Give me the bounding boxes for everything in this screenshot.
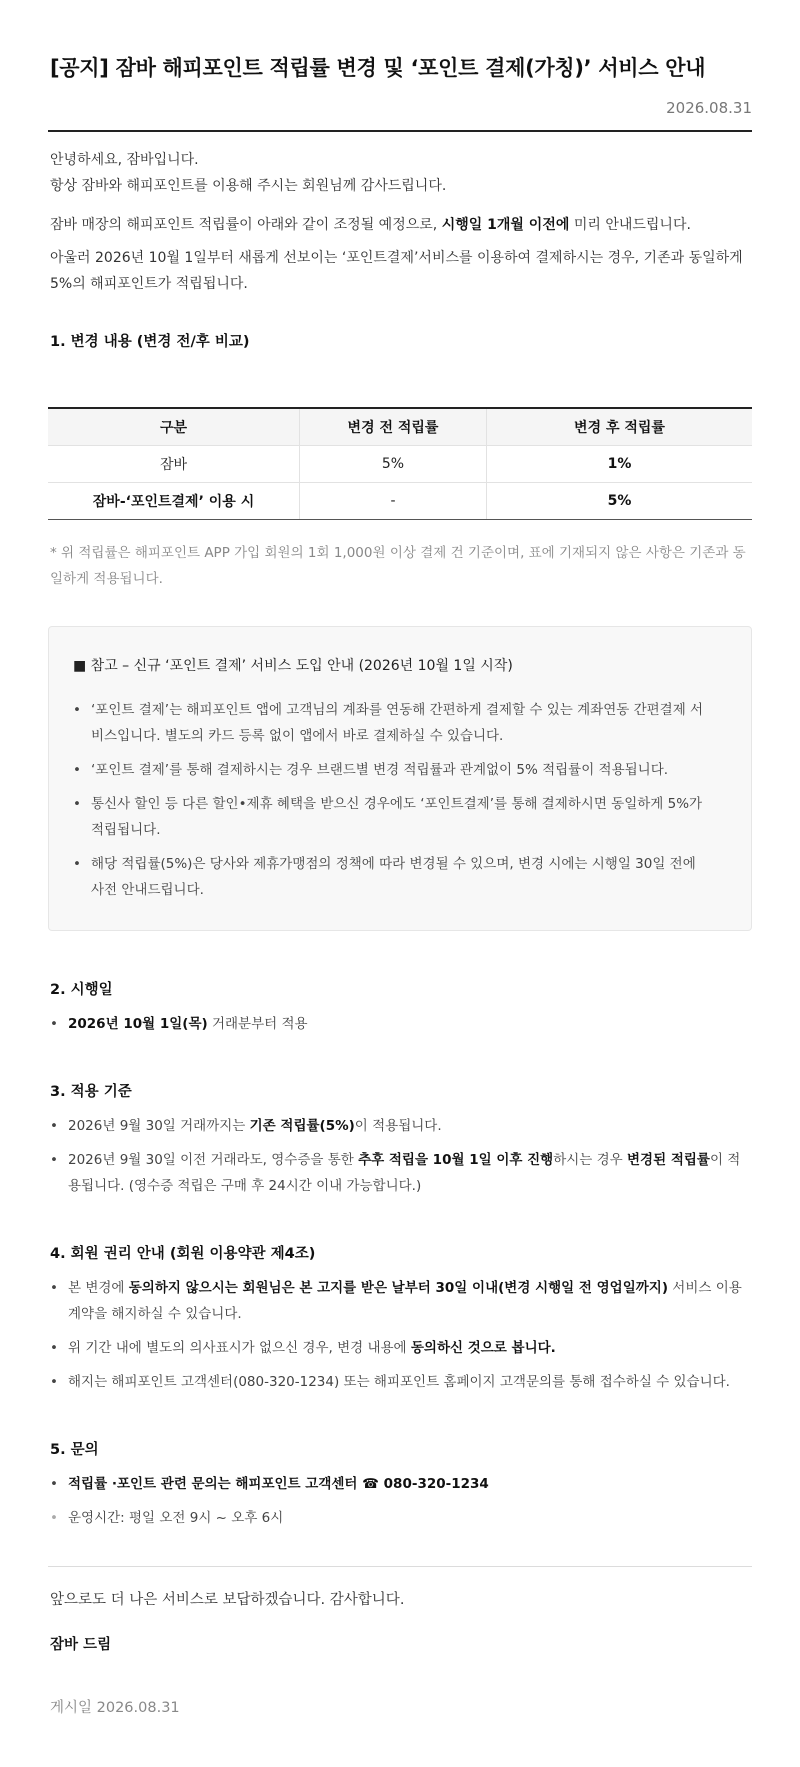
section-2-heading: 2. 시행일 bbox=[50, 982, 113, 998]
closing-text: 앞으로도 더 나은 서비스로 보답하겠습니다. 감사합니다. bbox=[50, 1592, 405, 1608]
thanks-text: 항상 잠바와 해피포인트를 이용해 주시는 회원님께 감사드립니다. bbox=[50, 178, 447, 194]
list-item: • 해지는 해피포인트 고객센터(080-320-1234) 또는 해피포인트 홈페이지 고객문의를 통해 접수하실 수 있습니다. bbox=[50, 1369, 752, 1395]
table-cell: 5% bbox=[487, 483, 753, 520]
list-item: • 해당 적립률(5%)은 당사와 제휴가맹점의 정책에 따라 변경될 수 있으며, 변경 시에는 시행일 30일 전에 사전 안내드립니다. bbox=[73, 851, 713, 903]
table-footnote: * 위 적립률은 해피포인트 APP 가입 회원의 1회 1,000원 이상 결제 건 기준이며, 표에 기재되지 않은 사항은 기존과 동일하게 적용됩니다. bbox=[50, 545, 746, 587]
notice-info-box bbox=[48, 626, 752, 931]
post-date: 2026.08.31 bbox=[666, 99, 752, 117]
table-cell: - bbox=[300, 483, 487, 520]
list-item: • 운영시간: 평일 오전 9시 ~ 오후 6시 bbox=[50, 1505, 752, 1531]
table-cell: 잠바 bbox=[48, 446, 300, 483]
member-rights-list bbox=[50, 1275, 752, 1403]
info-box-title: ■ 참고 – 신규 ‘포인트 결제’ 서비스 도입 안내 (2026년 10월 1일 시작) bbox=[73, 658, 513, 674]
table-header-row bbox=[48, 408, 752, 446]
header-divider bbox=[48, 130, 752, 132]
criteria-list bbox=[50, 1113, 752, 1207]
footer-divider bbox=[48, 1566, 752, 1567]
table-row bbox=[48, 446, 752, 483]
table-cell: 잠바-‘포인트결제’ 이용 시 bbox=[48, 483, 300, 520]
posted-date: 게시일 2026.08.31 bbox=[50, 1700, 180, 1716]
emphasis-text: 시행일 1개월 이전에 bbox=[441, 217, 570, 233]
list-item: • 2026년 10월 1일(목) 거래분부터 적용 bbox=[50, 1011, 752, 1037]
rate-comparison-table bbox=[48, 407, 752, 520]
intro-paragraph-2: 아울러 2026년 10월 1일부터 새롭게 선보이는 ‘포인트결제’서비스를 이용하여 결제하시는 경우, 기존과 동일하게 5%의 해피포인트가 적립됩니다. bbox=[50, 250, 743, 292]
list-item: • ‘포인트 결제’를 통해 결제하시는 경우 브랜드별 변경 적립률과 관계없이 5% 적립률이 적용됩니다. bbox=[73, 757, 713, 783]
section-3-heading: 3. 적용 기준 bbox=[50, 1084, 132, 1100]
intro-paragraph-1: 잠바 매장의 해피포인트 적립률이 아래와 같이 조정될 예정으로, 시행일 1개월 이전에 미리 안내드립니다. bbox=[50, 217, 691, 233]
info-box-list bbox=[73, 697, 713, 911]
column-header: 변경 전 적립률 bbox=[300, 408, 487, 446]
effective-date-list bbox=[50, 1011, 752, 1045]
column-header: 구분 bbox=[48, 408, 300, 446]
table-cell: 5% bbox=[300, 446, 487, 483]
signature: 잠바 드림 bbox=[50, 1637, 112, 1653]
list-item: • 통신사 할인 등 다른 할인•제휴 혜택을 받으신 경우에도 ‘포인트결제’를 통해 결제하시면 동일하게 5%가 적립됩니다. bbox=[73, 791, 713, 843]
section-4-heading: 4. 회원 권리 안내 (회원 이용약관 제4조) bbox=[50, 1246, 316, 1262]
greeting-text: 안녕하세요, 잠바입니다. bbox=[50, 152, 199, 168]
section-1-heading: 1. 변경 내용 (변경 전/후 비교) bbox=[50, 334, 250, 350]
contact-list bbox=[50, 1471, 752, 1539]
list-item: • 본 변경에 동의하지 않으시는 회원님은 본 고지를 받은 날부터 30일 이내(변경 시행일 전 영업일까지) 서비스 이용계약을 해지하실 수 있습니다. bbox=[50, 1275, 752, 1327]
contact-info: 적립률 ·포인트 관련 문의는 해피포인트 고객센터 ☎ 080-320-1234 bbox=[68, 1476, 489, 1492]
list-item bbox=[50, 1471, 752, 1497]
list-item: • ‘포인트 결제’는 해피포인트 앱에 고객님의 계좌를 연동해 간편하게 결제할 수 있는 계좌연동 간편결제 서비스입니다. 별도의 카드 등록 없이 앱에서 바로 결제하실 수 있습니다. bbox=[73, 697, 713, 749]
table-row bbox=[48, 483, 752, 520]
list-item: • 2026년 9월 30일 거래까지는 기존 적립률(5%)이 적용됩니다. bbox=[50, 1113, 752, 1139]
list-item: • 위 기간 내에 별도의 의사표시가 없으신 경우, 변경 내용에 동의하신 것으로 봅니다. bbox=[50, 1335, 752, 1361]
section-5-heading: 5. 문의 bbox=[50, 1442, 99, 1458]
table-cell: 1% bbox=[487, 446, 753, 483]
page-title: [공지] 잠바 해피포인트 적립률 변경 및 ‘포인트 결제(가칭)’ 서비스 안내 bbox=[50, 56, 706, 80]
list-item: • 2026년 9월 30일 이전 거래라도, 영수증을 통한 추후 적립을 10월 1일 이후 진행하시는 경우 변경된 적립률이 적용됩니다. (영수증 적립은 구매 후 24시간 이내 가능합니다.) bbox=[50, 1147, 752, 1199]
column-header: 변경 후 적립률 bbox=[487, 408, 753, 446]
